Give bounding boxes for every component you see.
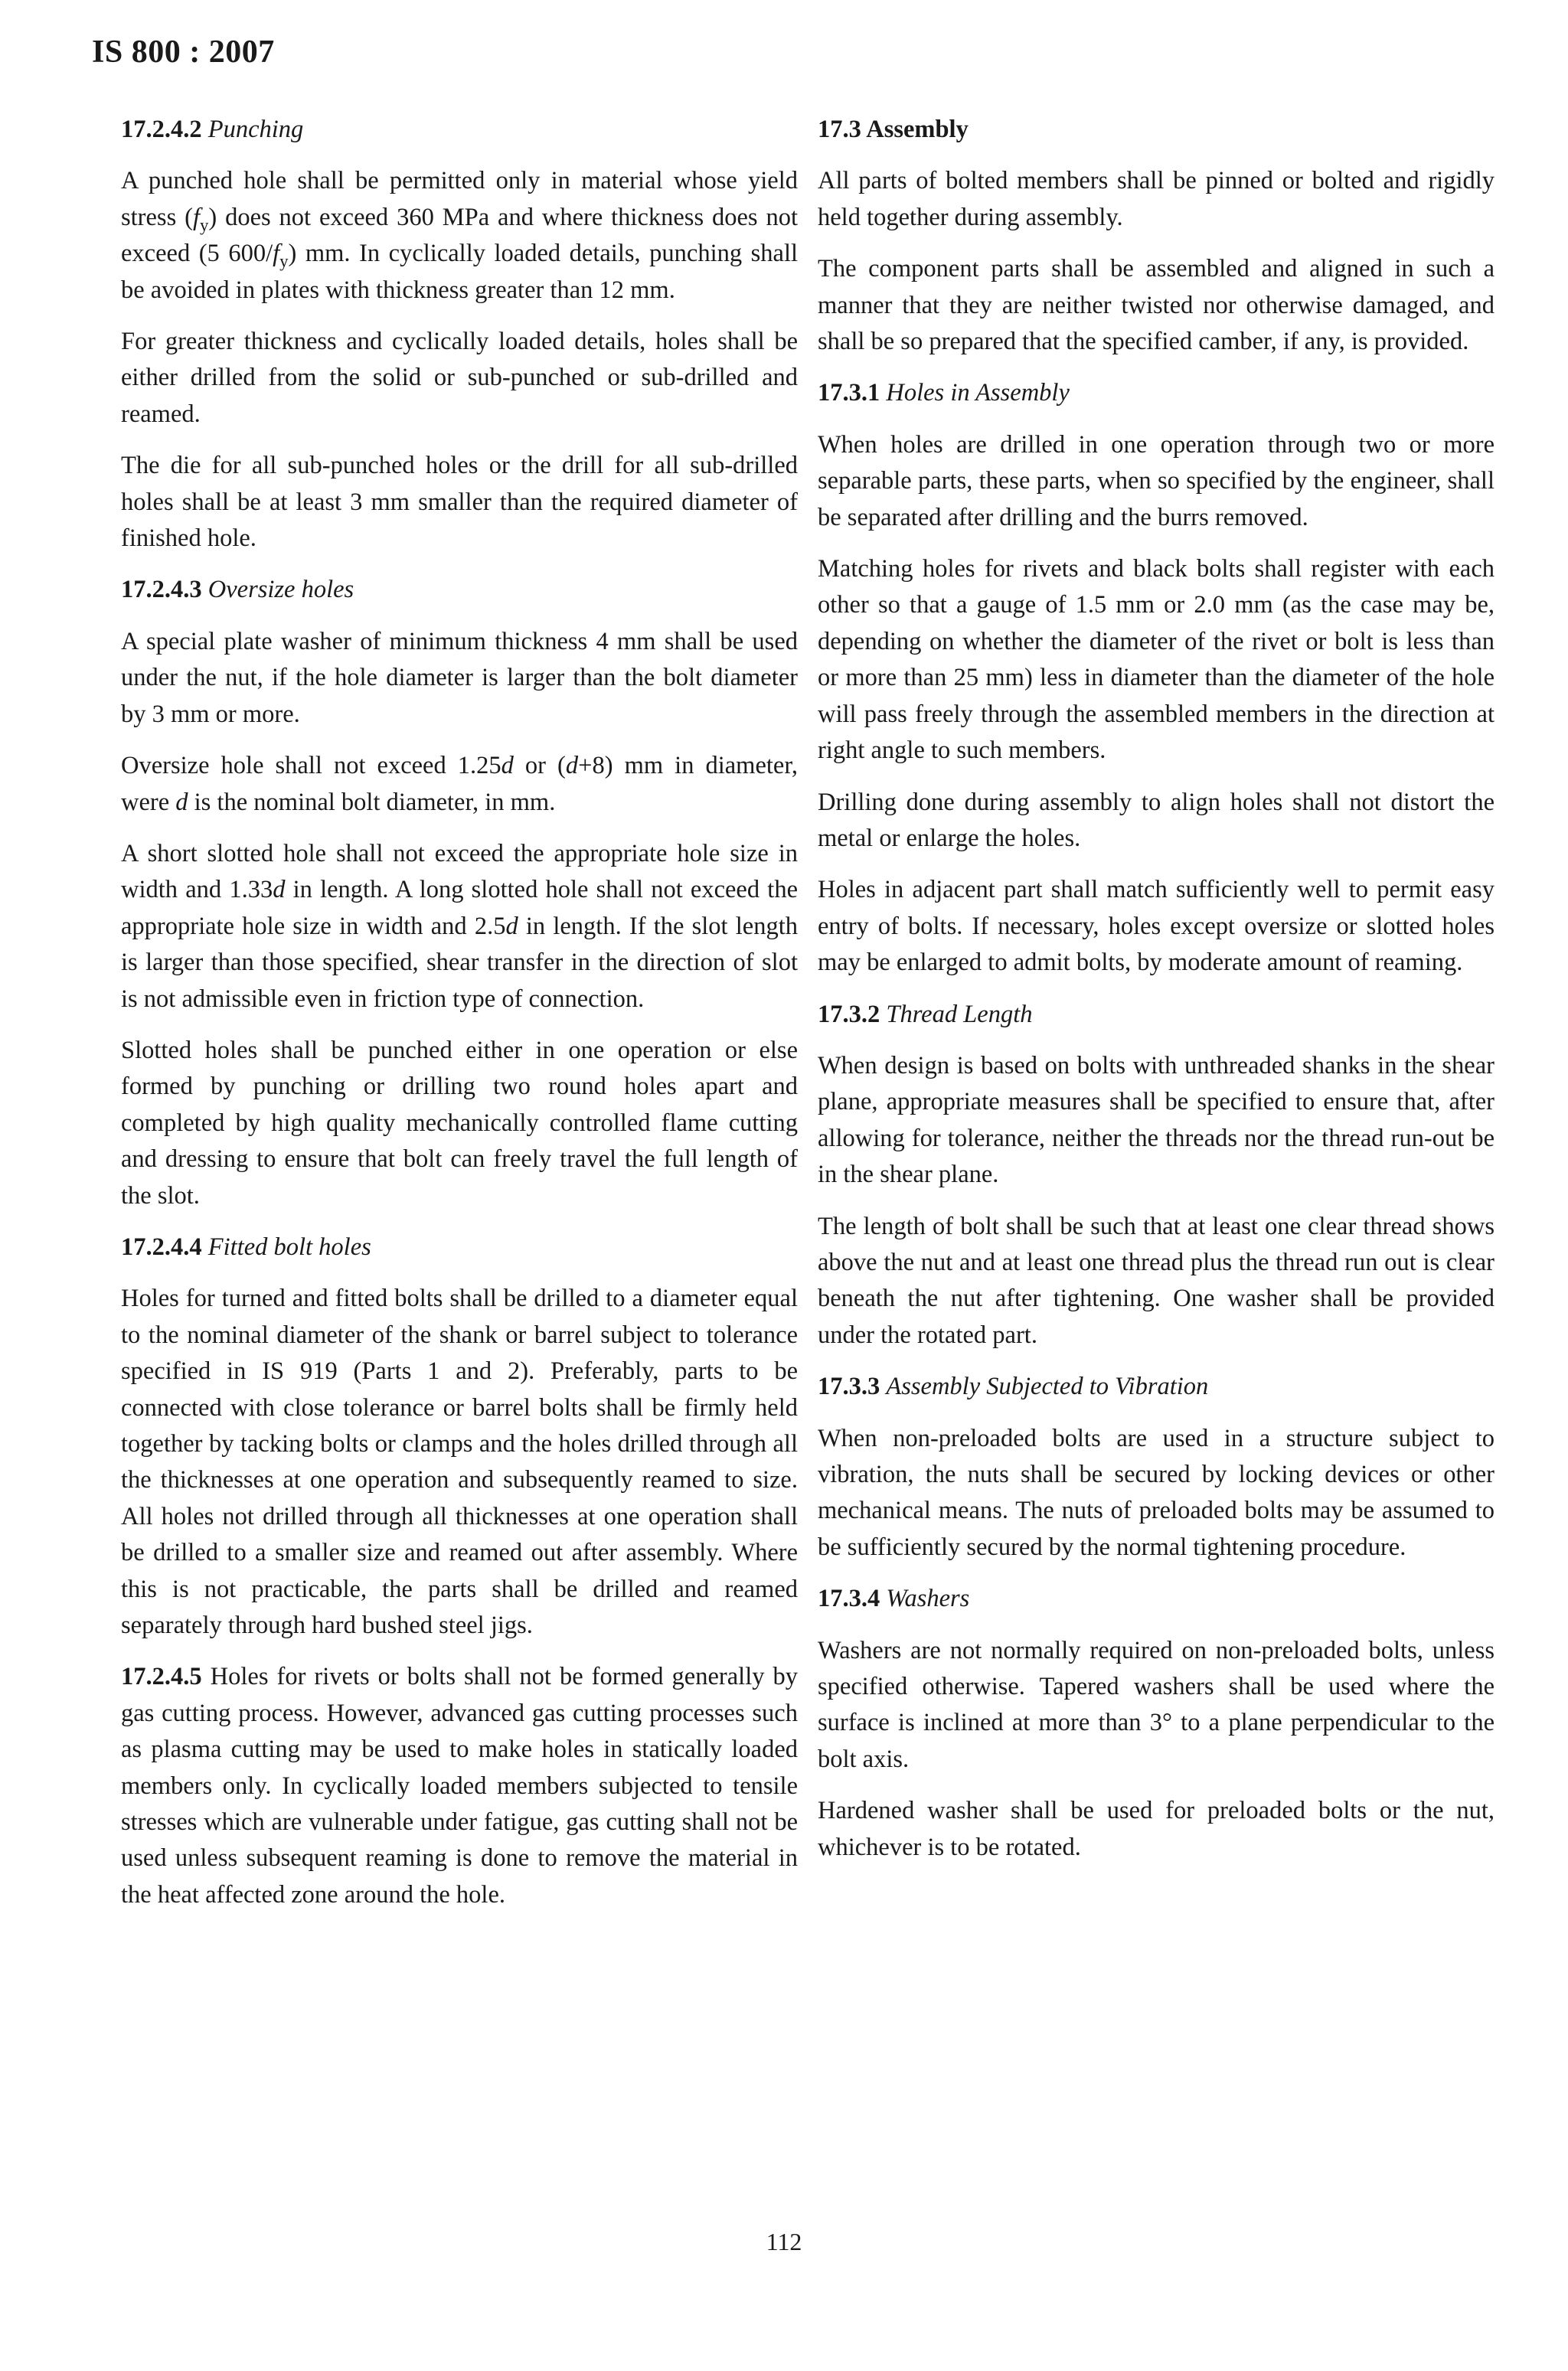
paragraph-assembly-1: All parts of bolted members shall be pinned or bolted and rigidly held together during assembly. bbox=[818, 167, 1494, 231]
section-title: Thread Length bbox=[886, 1000, 1033, 1028]
paragraph-holes-in-assembly-1: When holes are drilled in one operation through two or more separable parts, these parts, when so specified by the engineer, shall be separated after drilling and the burrs removed. bbox=[818, 430, 1494, 531]
left-column bbox=[121, 112, 798, 1928]
paragraph-fitted-bolt-holes: Holes for turned and fitted bolts shall be drilled to a diameter equal to the nominal diameter of the shank or barrel subject to tolerance specified in IS 919 (Parts 1 and 2). Preferably, parts to be connected with close tolerance or barrel bolts shall be firmly held together by tacking bolts or clamps and the holes drilled through all the thicknesses at one operation and subsequently reamed to size. All holes not drilled through all thicknesses at one operation shall be drilled to a smaller size and reamed out after assembly. Where this is not practicable, the parts shall be drilled and reamed separately through hard bushed steel jigs. bbox=[121, 1285, 798, 1640]
section-title: Assembly bbox=[866, 116, 969, 143]
section-heading-17-3 bbox=[818, 112, 1494, 148]
section-title: Punching bbox=[207, 116, 304, 143]
paragraph-thread-length-2: The length of bolt shall be such that at least one clear thread shows above the nut and at least one thread plus the thread run out is clear beneath the nut after tightening. One washer shall be provided under the rotated part. bbox=[818, 1212, 1494, 1349]
section-number: 17.2.4.5 bbox=[121, 1663, 202, 1691]
section-title: Holes in Assembly bbox=[886, 379, 1070, 407]
section-title: Oversize holes bbox=[207, 576, 354, 604]
section-heading-17-3-1 bbox=[818, 375, 1494, 411]
section-number: 17.3.3 bbox=[818, 1373, 880, 1401]
section-heading-17-2-4-4 bbox=[121, 1230, 798, 1266]
section-title: Washers bbox=[886, 1585, 970, 1613]
paragraph-holes-in-assembly-4: Holes in adjacent part shall match sufficiently well to permit easy entry of bolts. If necessary, holes except oversize or slotted holes may be enlarged to admit bolts, by moderate amount of reaming. bbox=[818, 876, 1494, 977]
section-number: 17.2.4.2 bbox=[121, 116, 202, 143]
section-number: 17.3.1 bbox=[818, 379, 880, 407]
section-number: 17.3.4 bbox=[818, 1585, 880, 1613]
paragraph-punching-3: The die for all sub-punched holes or the drill for all sub-drilled holes shall be at least 3 mm smaller than the required diameter of finished hole. bbox=[121, 452, 798, 553]
document-header: IS 800 : 2007 bbox=[92, 34, 275, 70]
paragraph-punching-2: For greater thickness and cyclically loaded details, holes shall be either drilled from the solid or sub-punched or sub-drilled and reamed. bbox=[121, 328, 798, 428]
paragraph-oversize-1: A special plate washer of minimum thickness 4 mm shall be used under the nut, if the hole diameter is larger than the bolt diameter by 3 mm or more. bbox=[121, 627, 798, 728]
page-number: 112 bbox=[766, 2228, 802, 2255]
paragraph-holes-in-assembly-2: Matching holes for rivets and black bolts shall register with each other so that a gauge of 1.5 mm or 2.0 mm (as the case may be, depending on whether the diameter of the rivet or bolt is less than or more than 25 mm) less in diameter than the diameter of the hole will pass freely through the assembled members in the direction at right angle to such members. bbox=[818, 555, 1494, 765]
paragraph-oversize-2: Oversize hole shall not exceed 1.25d or (d+8) mm in diameter, were d is the nominal bolt diameter, in mm. bbox=[121, 752, 798, 816]
paragraph-17-2-4-5: 17.2.4.5 Holes for rivets or bolts shall not be formed generally by gas cutting process. However, advanced gas cutting processes such as plasma cutting may be used to make holes in statically loaded members only. In cyclically loaded members subjected to tensile stresses which are vulnerable under fatigue, gas cutting shall not be used unless subsequent reaming is done to remove the material in the heat affected zone around the hole. bbox=[121, 1663, 798, 1909]
paragraph-washers-2: Hardened washer shall be used for preloaded bolts or the nut, whichever is to be rotated. bbox=[818, 1797, 1494, 1861]
section-number: 17.3 bbox=[818, 116, 861, 143]
section-heading-17-2-4-3 bbox=[121, 572, 798, 608]
right-column bbox=[818, 112, 1494, 1881]
section-heading-17-2-4-2 bbox=[121, 112, 798, 148]
section-heading-17-3-4 bbox=[818, 1581, 1494, 1617]
paragraph-holes-in-assembly-3: Drilling done during assembly to align holes shall not distort the metal or enlarge the holes. bbox=[818, 788, 1494, 852]
section-heading-17-3-2 bbox=[818, 997, 1494, 1033]
paragraph-oversize-3: A short slotted hole shall not exceed the appropriate hole size in width and 1.33d in length. A long slotted hole shall not exceed the appropriate hole size in width and 2.5d in length. If the slot length is larger than those specified, shear transfer in the direction of slot is not admissible even in friction type of connection. bbox=[121, 839, 799, 1013]
paragraph-assembly-2: The component parts shall be assembled and aligned in such a manner that they are neither twisted nor otherwise damaged, and shall be so prepared that the specified camber, if any, is provided. bbox=[818, 255, 1494, 356]
paragraph-vibration: When non-preloaded bolts are used in a structure subject to vibration, the nuts shall be secured by locking devices or other mechanical means. The nuts of preloaded bolts may be assumed to be sufficiently secured by the normal tightening procedure. bbox=[818, 1424, 1494, 1561]
section-number: 17.3.2 bbox=[818, 1000, 880, 1028]
paragraph-punching-1: A punched hole shall be permitted only in material whose yield stress $(f_y)$ does not exceed 360 MPa and where thickness does not exceed (5 $600/f_y$) mm. In cyclically loaded details, punching shall be avoided in plates with thickness greater than 12 mm. bbox=[121, 167, 798, 304]
section-title: Fitted bolt holes bbox=[207, 1233, 371, 1261]
paragraph-washers-1: Washers are not normally required on non-preloaded bolts, unless specified otherwise. Tapered washers shall be used where the surface is inclined at more than 3° to a plane perpendicular to the bolt axis. bbox=[818, 1636, 1494, 1773]
paragraph-thread-length-1: When design is based on bolts with unthreaded shanks in the shear plane, appropriate measures shall be specified to ensure that, after allowing for tolerance, neither the threads nor the thread run-out be in the shear plane. bbox=[818, 1051, 1494, 1189]
section-heading-17-3-3 bbox=[818, 1369, 1494, 1405]
section-title: Assembly Subjected to Vibration bbox=[886, 1373, 1209, 1401]
section-number: 17.2.4.3 bbox=[121, 576, 202, 604]
section-number: 17.2.4.4 bbox=[121, 1233, 202, 1261]
paragraph-oversize-4: Slotted holes shall be punched either in one operation or else formed by punching or drilling two round holes apart and completed by high quality mechanically controlled flame cutting and dressing to ensure that bolt can freely travel the full length of the slot. bbox=[121, 1036, 798, 1210]
